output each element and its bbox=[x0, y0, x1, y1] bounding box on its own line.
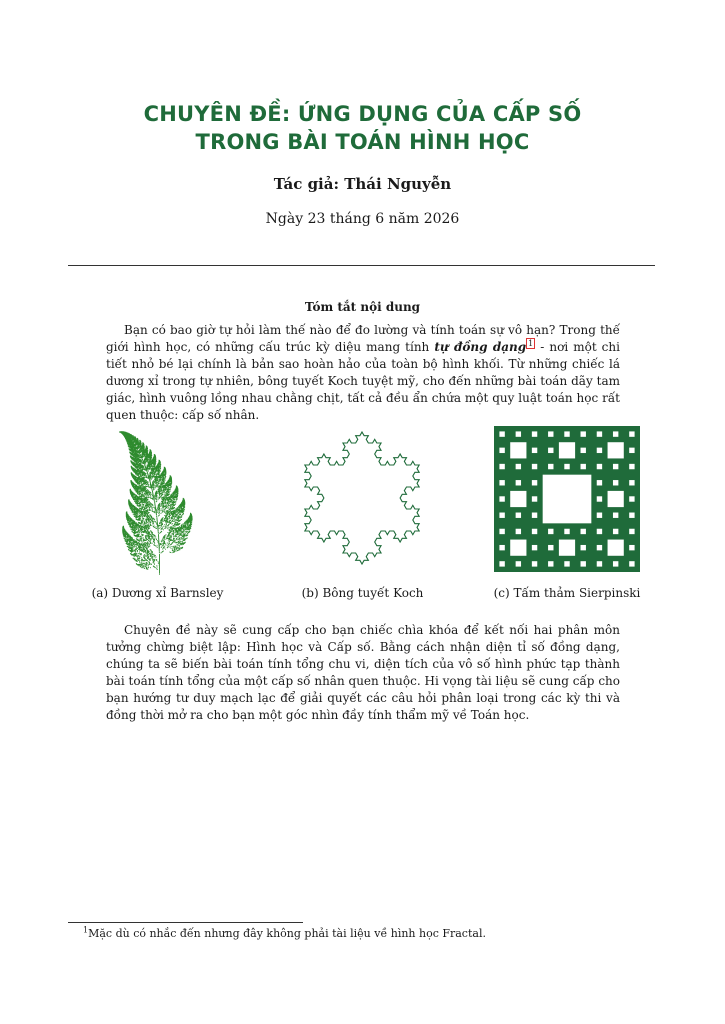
abstract-emphasis: tự đồng dạng bbox=[434, 340, 527, 354]
carpet-hole bbox=[532, 464, 537, 469]
carpet-hole bbox=[499, 448, 504, 453]
carpet-hole bbox=[597, 496, 602, 501]
carpet-hole bbox=[548, 545, 553, 550]
carpet-hole bbox=[581, 431, 586, 436]
carpet-hole bbox=[613, 513, 618, 518]
carpet-hole bbox=[532, 480, 537, 485]
carpet-hole bbox=[559, 442, 575, 458]
footnote-number: 1 bbox=[83, 925, 89, 935]
carpet-hole bbox=[581, 529, 586, 534]
footnote-link[interactable]: 1 bbox=[528, 339, 534, 348]
carpet-hole bbox=[499, 545, 504, 550]
carpet-hole bbox=[629, 480, 634, 485]
carpet-hole bbox=[629, 545, 634, 550]
carpet-hole bbox=[499, 513, 504, 518]
carpet-hole bbox=[532, 561, 537, 566]
carpet-hole bbox=[564, 561, 569, 566]
footnote bbox=[83, 927, 486, 940]
carpet-hole bbox=[516, 431, 521, 436]
carpet-hole bbox=[581, 545, 586, 550]
carpet-hole bbox=[581, 561, 586, 566]
author: Tác giả: Thái Nguyễn bbox=[273, 175, 452, 193]
abstract-paragraph bbox=[106, 322, 620, 424]
carpet-hole bbox=[532, 431, 537, 436]
carpet-hole bbox=[548, 529, 553, 534]
carpet-hole bbox=[532, 496, 537, 501]
sierpinski-carpet-figure bbox=[494, 426, 640, 572]
carpet-hole bbox=[613, 480, 618, 485]
carpet-hole bbox=[597, 529, 602, 534]
carpet-hole bbox=[597, 561, 602, 566]
carpet-hole bbox=[629, 448, 634, 453]
carpet-hole bbox=[629, 513, 634, 518]
carpet-hole bbox=[629, 496, 634, 501]
caption-c: (c) Tấm thảm Sierpinski bbox=[493, 586, 641, 600]
carpet-hole bbox=[629, 529, 634, 534]
carpet-hole bbox=[532, 448, 537, 453]
carpet-hole bbox=[499, 496, 504, 501]
carpet-hole bbox=[510, 491, 526, 507]
carpet-hole bbox=[629, 561, 634, 566]
carpet-hole bbox=[608, 540, 624, 556]
abstract-text-after: - nơi một chi tiết nhỏ bé lại chính là bản sao hoàn hảo của toàn bộ hình khối. Từ những chiếc lá dương xỉ trong tự nhiên, bông tuyết Koch tuyệt mỹ, cho đến những bài toán dãy tam giác, hình vuông lồng nhau chằng chịt, tất cả đều ẩn chứa một quy luật toán học rất quen thuộc: cấp số nhân. bbox=[106, 340, 620, 422]
carpet-hole bbox=[629, 431, 634, 436]
carpet-hole bbox=[613, 529, 618, 534]
abstract-text-before: Bạn có bao giờ tự hỏi làm thế nào để đo lường và tính toán sự vô hạn? Trong thế giới hình học, có những cấu trúc kỳ diệu mang tính bbox=[106, 323, 620, 354]
carpet-hole bbox=[581, 464, 586, 469]
carpet-hole bbox=[564, 431, 569, 436]
carpet-hole bbox=[516, 464, 521, 469]
carpet-hole bbox=[629, 464, 634, 469]
carpet-hole bbox=[510, 540, 526, 556]
carpet-hole bbox=[510, 442, 526, 458]
footnote-rule bbox=[68, 922, 303, 923]
carpet-hole bbox=[532, 529, 537, 534]
carpet-hole bbox=[532, 513, 537, 518]
carpet-hole bbox=[597, 513, 602, 518]
fern-points bbox=[119, 431, 192, 575]
carpet-hole bbox=[543, 475, 592, 524]
carpet-hole bbox=[597, 464, 602, 469]
koch-snowflake-figure bbox=[296, 428, 428, 568]
carpet-hole bbox=[597, 480, 602, 485]
carpet-hole bbox=[597, 431, 602, 436]
carpet-hole bbox=[516, 480, 521, 485]
abstract-heading: Tóm tắt nội dung bbox=[304, 300, 421, 314]
caption-b: (b) Bông tuyết Koch bbox=[301, 586, 424, 600]
carpet-hole bbox=[499, 529, 504, 534]
carpet-hole bbox=[608, 491, 624, 507]
carpet-hole bbox=[499, 561, 504, 566]
carpet-hole bbox=[548, 448, 553, 453]
carpet-hole bbox=[516, 513, 521, 518]
footnote-text: Mặc dù có nhắc đến nhưng đây không phải tài liệu về hình học Fractal. bbox=[88, 927, 486, 940]
carpet-hole bbox=[548, 464, 553, 469]
carpet-hole bbox=[597, 545, 602, 550]
barnsley-fern-figure bbox=[88, 425, 226, 575]
carpet-hole bbox=[564, 464, 569, 469]
document-title bbox=[0, 100, 725, 156]
carpet-hole bbox=[613, 561, 618, 566]
carpet-hole bbox=[608, 442, 624, 458]
carpet-hole bbox=[548, 431, 553, 436]
carpet-hole bbox=[516, 529, 521, 534]
carpet-hole bbox=[564, 529, 569, 534]
carpet-hole bbox=[559, 540, 575, 556]
carpet-hole bbox=[548, 561, 553, 566]
date: Ngày 23 tháng 6 năm 2026 bbox=[265, 211, 460, 227]
carpet-hole bbox=[581, 448, 586, 453]
carpet-hole bbox=[613, 431, 618, 436]
carpet-hole bbox=[499, 464, 504, 469]
caption-a: (a) Dương xỉ Barnsley bbox=[91, 586, 224, 600]
carpet-hole bbox=[516, 561, 521, 566]
carpet-hole bbox=[613, 464, 618, 469]
title-line-2: TRONG BÀI TOÁN HÌNH HỌC bbox=[195, 130, 530, 154]
carpet-hole bbox=[499, 431, 504, 436]
koch-outline bbox=[305, 432, 419, 564]
title-rule bbox=[68, 265, 655, 266]
carpet-hole bbox=[532, 545, 537, 550]
body-paragraph: Chuyên đề này sẽ cung cấp cho bạn chiếc chìa khóa để kết nối hai phân môn tưởng chừng biệt lập: Hình học và Cấp số. Bằng cách nhận diện tỉ số đồng dạng, chúng ta sẽ biến bài toán tính tổng chu vi, diện tích của vô số hình phức tạp thành bài toán tính tổng của một cấp số nhân quen thuộc. Hi vọng tài liệu sẽ cung cấp cho bạn hướng tư duy mạch lạc để giải quyết các câu hỏi phân loại trong các kỳ thi và đồng thời mở ra cho bạn một góc nhìn đầy tính thẩm mỹ về Toán học. bbox=[106, 623, 620, 722]
title-line-1: CHUYÊN ĐỀ: ỨNG DỤNG CỦA CẤP SỐ bbox=[143, 102, 582, 126]
carpet-hole bbox=[597, 448, 602, 453]
carpet-hole bbox=[499, 480, 504, 485]
